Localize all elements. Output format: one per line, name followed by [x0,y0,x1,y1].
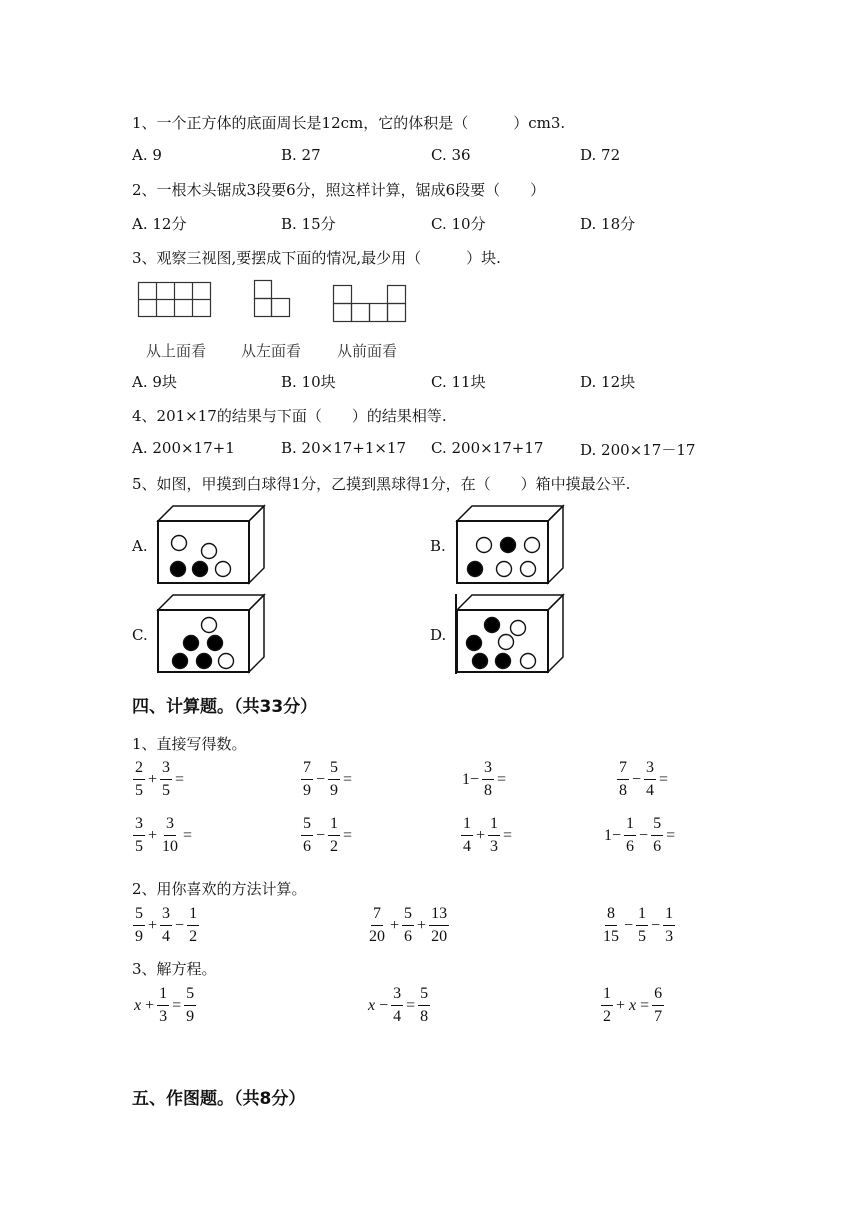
q1-option-a: A. 9 [132,146,162,164]
black-ball [193,562,208,577]
q2-option-c: C. 10分 [431,215,486,233]
q1-option-c: C. 36 [431,146,471,164]
left-view-figure [254,280,292,318]
view-label-top: 从上面看 [146,342,207,360]
section-4-sub-2: 2、用你喜欢的方法计算。 [132,880,307,898]
box-label-b: B. [430,537,446,555]
question-4: 4、201×17的结果与下面（ ）的结果相等. [132,407,447,425]
box-label-c: C. [132,626,148,644]
black-ball [208,636,223,651]
black-ball [485,618,500,633]
calc-r1c4: $\frac{7}{8}$ − $\frac{3}{4}$ = [619,759,669,799]
calc-mixed-2: $\frac{7}{20}$ + $\frac{5}{6}$ + $\frac{13}{20}$ [369,905,448,945]
q1-option-d: D. 72 [580,146,621,164]
view-label-front: 从前面看 [337,342,398,360]
box-label-d: D. [430,626,447,644]
q3-option-d: D. 12块 [580,373,636,391]
equation-3: $\frac{1}{2}$ + x = $\frac{6}{7}$ [603,985,663,1025]
black-ball [467,636,482,651]
ball-box-a [157,505,267,585]
calc-r2c3: $\frac{1}{4}$ + $\frac{1}{3}$ = [463,815,513,855]
white-ball [521,562,536,577]
front-view-figure [333,285,407,323]
black-ball [197,654,212,669]
q3-option-c: C. 11块 [431,373,486,391]
q1-option-b: B. 27 [281,146,321,164]
ball-box-c [157,594,267,674]
calc-mixed-1: $\frac{5}{9}$ + $\frac{3}{4}$ − $\frac{1}{2}$ [135,905,198,945]
ball-box-d [455,594,567,676]
q4-option-d: D. 200×17－17 [580,441,696,459]
equation-2: x − $\frac{3}{4}$ = $\frac{5}{8}$ [368,985,429,1025]
section-4-sub-3: 3、解方程。 [132,960,217,978]
top-view-figure [138,282,212,318]
calc-r2c2: $\frac{5}{6}$ − $\frac{1}{2}$ = [303,815,353,855]
q4-option-c: C. 200×17+17 [431,439,544,457]
box-label-a: A. [132,537,148,555]
white-ball [202,544,217,559]
white-ball [172,536,187,551]
q2-option-d: D. 18分 [580,215,636,233]
black-ball [501,538,516,553]
white-ball [511,621,526,636]
black-ball [496,654,511,669]
black-ball [171,562,186,577]
ball-box-b [456,505,566,585]
section-5-title: 五、作图题。（共8分） [132,1089,306,1109]
calc-r1c3: 1− $\frac{3}{8}$ = [462,759,507,799]
white-ball [477,538,492,553]
white-ball [216,562,231,577]
q2-option-b: B. 15分 [281,215,336,233]
calc-r1c1: $\frac{2}{5}$ + $\frac{3}{5}$ = [135,759,185,799]
q3-option-b: B. 10块 [281,373,336,391]
white-ball [521,654,536,669]
black-ball [468,562,483,577]
white-ball [219,654,234,669]
white-ball [497,562,512,577]
calc-mixed-3: $\frac{8}{15}$ − $\frac{1}{5}$ − $\frac{1}{3}$ [603,905,674,945]
white-ball [499,635,514,650]
calc-r2c4: 1− $\frac{1}{6}$ − $\frac{5}{6}$ = [604,815,676,855]
white-ball [202,618,217,633]
question-3: 3、观察三视图,要摆成下面的情况,最少用（ ）块. [132,249,501,267]
black-ball [173,654,188,669]
black-ball [184,636,199,651]
section-4-title: 四、计算题。（共33分） [132,697,318,717]
q4-option-a: A. 200×17+1 [132,439,235,457]
equation-1: x + $\frac{1}{3}$ = $\frac{5}{9}$ [134,985,195,1025]
q3-option-a: A. 9块 [132,373,177,391]
question-5: 5、如图，甲摸到白球得1分，乙摸到黑球得1分，在（ ）箱中摸最公平. [132,475,631,493]
calc-r1c2: $\frac{7}{9}$ − $\frac{5}{9}$ = [303,759,353,799]
black-ball [473,654,488,669]
view-label-left: 从左面看 [241,342,302,360]
section-4-sub-1: 1、直接写得数。 [132,735,247,753]
q2-option-a: A. 12分 [132,215,187,233]
calc-r2c1: $\frac{3}{5}$ + $\frac{3}{10}$ = [135,815,193,855]
q4-option-b: B. 20×17+1×17 [281,439,407,457]
question-2: 2、一根木头锯成3段要6分，照这样计算，锯成6段要（ ） [132,181,546,199]
question-1: 1、一个正方体的底面周长是12cm，它的体积是（ ）cm3. [132,114,566,132]
white-ball [525,538,540,553]
